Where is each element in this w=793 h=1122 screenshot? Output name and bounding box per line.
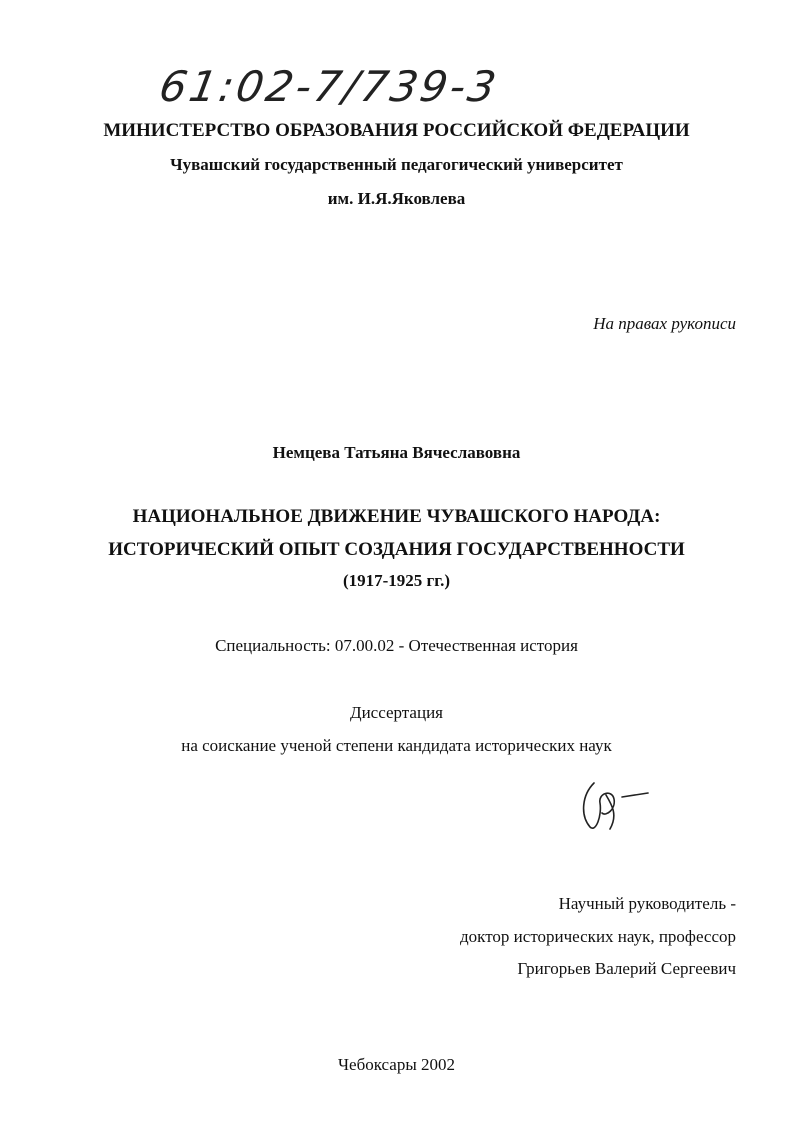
university-name: Чувашский государственный педагогический университет	[170, 155, 623, 174]
signature-mark	[572, 775, 652, 835]
author-name: Немцева Татьяна Вячеславовна	[272, 443, 521, 462]
supervisor-credentials: доктор исторических наук, профессор	[460, 927, 736, 946]
manuscript-rights-note: На правах рукописи	[593, 314, 736, 333]
title-line-1: НАЦИОНАЛЬНОЕ ДВИЖЕНИЕ ЧУВАШСКОГО НАРОДА:	[132, 506, 661, 527]
city-year: Чебоксары 2002	[337, 1055, 456, 1074]
specialty-line: Специальность: 07.00.02 - Отечественная история	[215, 636, 578, 655]
title-years: (1917-1925 гг.)	[342, 571, 450, 590]
title-line-2: ИСТОРИЧЕСКИЙ ОПЫТ СОЗДАНИЯ ГОСУДАРСТВЕННОСТИ	[108, 539, 685, 560]
supervisor-role: Научный руководитель -	[558, 894, 736, 913]
ministry-heading: МИНИСТЕРСТВО ОБРАЗОВАНИЯ РОССИЙСКОЙ ФЕДЕРАЦИИ	[103, 120, 690, 141]
degree-line: на соискание ученой степени кандидата исторических наук	[181, 736, 612, 755]
handwritten-archive-number: 61:02-7/739-3	[155, 62, 503, 111]
dissertation-label: Диссертация	[349, 703, 443, 722]
university-named-after: им. И.Я.Яковлева	[327, 189, 466, 208]
supervisor-name: Григорьев Валерий Сергеевич	[517, 959, 736, 978]
